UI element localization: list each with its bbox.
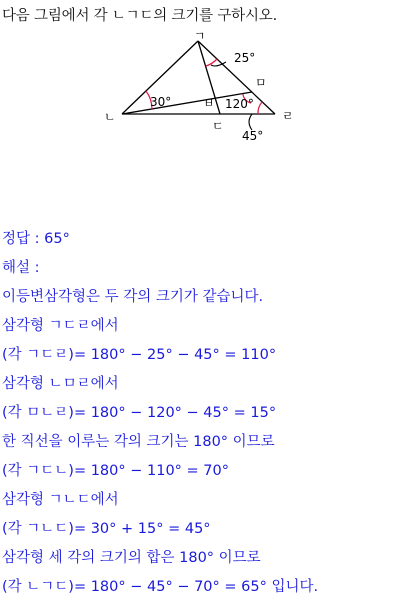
answer-line-9: (각 ㄱㄷㄴ)= 180° − 110° = 70° [2,463,229,479]
label-A: ㄱ [194,30,206,43]
angle-label-30: 30° [150,95,172,109]
label-F: ㅂ [203,96,215,110]
answer-line-6: 삼각형 ㄴㅁㄹ에서 [2,376,119,392]
answer-line-5: (각 ㄱㄷㄹ)= 180° − 25° − 45° = 110° [2,347,277,363]
answer-line-12: 삼각형 세 각의 크기의 합은 180° 이므로 [2,550,261,566]
answer-line-10: 삼각형 ㄱㄴㄷ에서 [2,492,119,508]
question-text: 다음 그림에서 각 ㄴㄱㄷ의 크기를 구하시오. [2,8,277,24]
answer-line-13: (각 ㄴㄱㄷ)= 180° − 45° − 70° = 65° 입니다. [2,579,319,595]
angle-label-120: 120° [225,97,254,111]
answer-line-8: 한 직선을 이루는 각의 크기는 180° 이므로 [2,434,275,450]
label-D: ㄹ [282,109,294,123]
angle-label-45: 45° [242,129,264,143]
answer-line-3: 이등변삼각형은 두 각의 크기가 같습니다. [2,289,264,305]
label-E: ㅁ [255,76,267,90]
label-B: ㄴ [104,110,116,124]
angle-arc-45 [258,102,262,114]
answer-line-2: 해설 : [2,260,40,276]
label-C: ㄷ [212,119,224,133]
answer-line-1: 정답 : 65° [2,231,70,247]
geometry-figure [100,30,300,150]
answer-line-4: 삼각형 ㄱㄷㄹ에서 [2,318,119,334]
angle-label-25: 25° [234,51,256,65]
answer-line-11: (각 ㄱㄴㄷ)= 30° + 15° = 45° [2,521,211,537]
answer-line-7: (각 ㅁㄴㄹ)= 180° − 120° − 45° = 15° [2,405,277,421]
